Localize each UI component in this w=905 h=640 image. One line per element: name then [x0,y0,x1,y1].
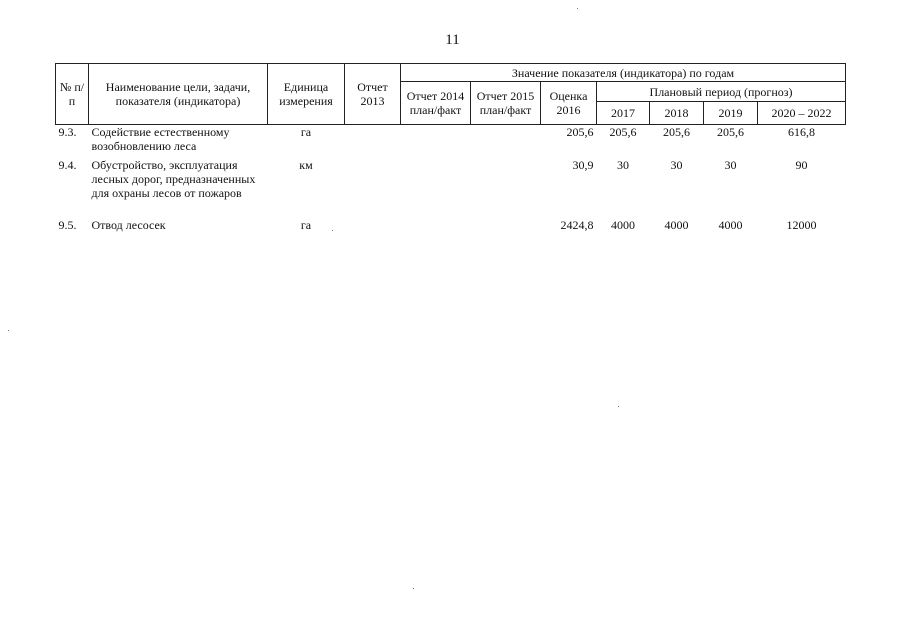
header-year-2019: 2019 [704,102,758,125]
table-header [56,64,846,125]
row-report-2014 [401,158,471,218]
row-report-2014 [401,218,471,236]
header-plan-period: Плановый период (прогноз) [597,82,846,102]
row-estimate-2016: 205,6 [566,125,594,139]
row-indicator-name: Обустройство, эксплуатация лесных дорог, предназначенных для охраны лесов от пожаров [91,158,256,200]
row-number: 9.4. [58,158,77,172]
row-value-2019: 30 [724,158,737,172]
scan-speck [413,588,414,589]
row-value-2019: 205,6 [717,125,744,139]
scan-speck [618,406,619,407]
row-value-2020-2022: 616,8 [788,125,816,139]
indicators-table [55,63,846,236]
row-report-2013 [345,158,401,218]
row-value-2017: 4000 [611,218,635,232]
scan-speck [577,8,578,9]
header-num: № п/п [56,64,89,125]
table-row [56,158,846,218]
row-report-2014 [401,125,471,159]
row-report-2013 [345,218,401,236]
header-values-by-year: Значение показателя (индикатора) по годам [401,64,846,82]
row-estimate-2016: 30,9 [572,158,594,172]
row-report-2013 [345,125,401,159]
row-report-2015 [471,218,541,236]
table-row [56,125,846,159]
row-report-2015 [471,125,541,159]
header-year-2017: 2017 [597,102,650,125]
row-report-2015 [471,158,541,218]
header-years-2020-2022: 2020 – 2022 [758,102,846,125]
row-number: 9.3. [58,125,77,139]
row-value-2018: 30 [670,158,683,172]
row-number: 9.5. [58,218,77,232]
header-unit: Единица измерения [268,64,345,125]
header-name: Наименование цели, задачи, показателя (индикатора) [89,64,268,125]
row-value-2018: 205,6 [663,125,690,139]
row-unit: га [300,218,312,232]
table-body [56,125,846,237]
page-number: 11 [445,32,460,48]
row-value-2018: 4000 [664,218,689,232]
scan-speck [332,230,333,231]
row-value-2019: 4000 [718,218,743,232]
header-year-2018: 2018 [650,102,704,125]
row-value-2020-2022: 90 [795,158,808,172]
row-value-2017: 205,6 [609,125,637,139]
row-value-2020-2022: 12000 [786,218,817,232]
row-estimate-2016: 2424,8 [560,218,594,232]
table-row [56,218,846,236]
row-unit: км [299,158,313,172]
row-indicator-name: Содействие естественному возобновлению леса [91,125,230,153]
scan-speck [8,330,9,331]
header-report-2013: Отчет 2013 [345,64,401,125]
row-indicator-name: Отвод лесосек [91,218,166,232]
header-report-2014: Отчет 2014 план/факт [401,82,471,125]
row-unit: га [300,125,312,139]
header-estimate-2016: Оценка 2016 [541,82,597,125]
row-value-2017: 30 [617,158,629,172]
header-report-2015: Отчет 2015 план/факт [471,82,541,125]
